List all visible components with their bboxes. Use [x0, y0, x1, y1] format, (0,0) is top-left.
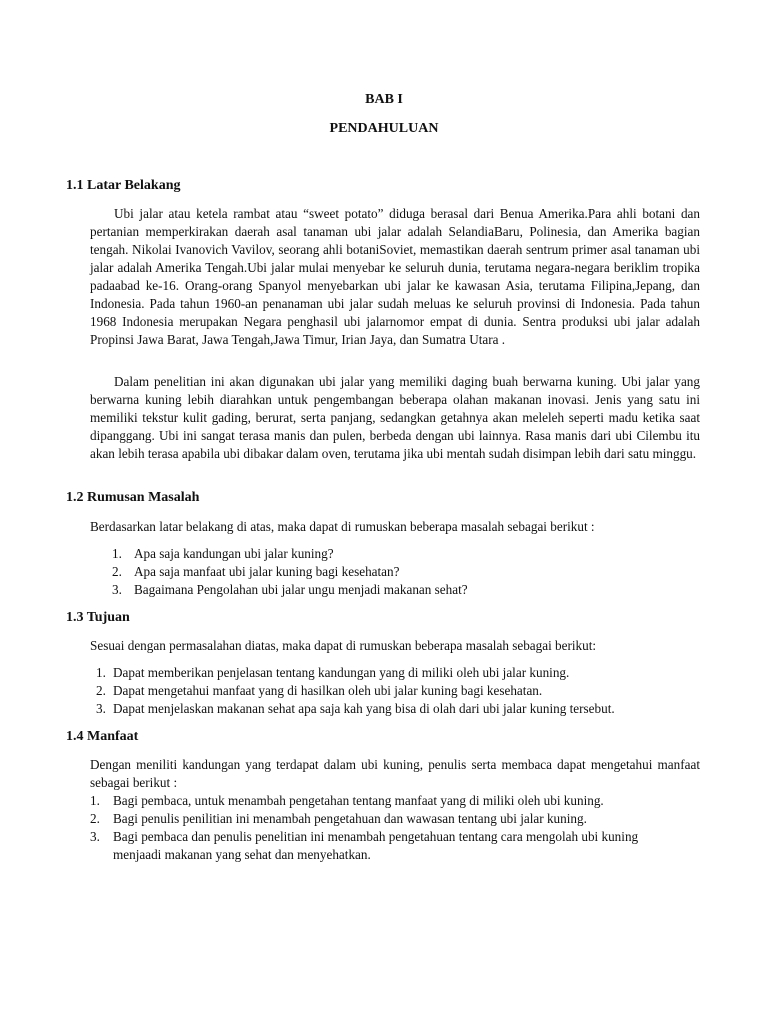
section-heading-latar-belakang: 1.1 Latar Belakang: [66, 178, 181, 193]
list-item: 3. Bagaimana Pengolahan ubi jalar ungu menjadi makanan sehat?: [112, 582, 468, 597]
list-item: 3. Bagi pembaca dan penulis penelitian ini menambah pengetahuan tentang cara mengolah ubi kuning menjaadi makanan yang sehat dan menyehatkan.: [90, 829, 639, 862]
list-item: 2. Bagi penulis penilitian ini menambah pengetahuan dan wawasan tentang ubi jalar kuning.: [90, 811, 587, 826]
list-item: 2. Dapat mengetahui manfaat yang di hasilkan oleh ubi jalar kuning bagi kesehatan.: [96, 683, 543, 698]
chapter-title: PENDAHULUAN: [329, 121, 439, 136]
section-heading-tujuan: 1.3 Tujuan: [66, 610, 130, 625]
list-item: 1. Apa saja kandungan ubi jalar kuning?: [112, 546, 334, 561]
list-item: 2. Apa saja manfaat ubi jalar kuning bagi kesehatan?: [112, 564, 400, 579]
list-item: 1. Dapat memberikan penjelasan tentang kandungan yang di miliki oleh ubi jalar kuning.: [96, 665, 570, 680]
chapter-number: BAB I: [365, 92, 403, 107]
tujuan-list: [96, 664, 686, 718]
paragraph-latar-belakang-2: Dalam penelitian ini akan digunakan ubi jalar yang memiliki daging buah berwarna kuning. Ubi jalar yang berwarna kuning lebih diarahkan untuk pengembangan beberapa olahan makanan inovasi. Jenis yang satu ini memiliki tekstur kulit gading, berurat, serta panjang, sedangkan getahnya akan meleleh seperti madu ketika saat dipanggang. Ubi ini sangat terasa manis dan pulen, berbeda dengan ubi lainnya. Rasa manis dari ubi Cilembu itu akan lebih terasa apabila ubi dibakar dalam oven, terutama jika ubi mentah sudah disimpan lebih dari satu minggu.: [90, 374, 700, 461]
paragraph-rumusan-intro: Berdasarkan latar belakang di atas, maka dapat di rumuskan beberapa masalah sebagai berikut :: [90, 519, 595, 534]
list-item: 1. Bagi pembaca, untuk menambah pengetahan tentang manfaat yang di miliki oleh ubi kuning.: [90, 793, 604, 808]
paragraph-tujuan-intro: Sesuai dengan permasalahan diatas, maka dapat di rumuskan beberapa masalah sebagai berikut:: [90, 638, 597, 653]
section-heading-rumusan-masalah: 1.2 Rumusan Masalah: [66, 490, 200, 505]
paragraph-latar-belakang-1: Ubi jalar atau ketela rambat atau “sweet potato” diduga berasal dari Benua Amerika.Para ahli botani dan pertanian memperkirakan daerah asal tanaman ubi jalar adalah SelandiaBaru, Polinesia, dan Amerika bagian tengah. Nikolai Ivanovich Vavilov, seorang ahli botaniSoviet, memastikan daerah sentrum primer asal tanaman ubi jalar adalah Amerika Tengah.Ubi jalar mulai menyebar ke seluruh dunia, terutama negara-negara beriklim tropika padaabad ke-16. Orang-orang Spanyol menyebarkan ubi jalar ke kawasan Asia, terutama Filipina,Jepang, dan Indonesia. Pada tahun 1960-an penanaman ubi jalar sudah meluas ke seluruh provinsi di Indonesia. Pada tahun 1968 Indonesia merupakan Negara penghasil ubi jalarnomor empat di dunia. Sentra produksi ubi jalar adalah Propinsi Jawa Barat, Jawa Tengah,Jawa Timur, Irian Jaya, dan Sumatra Utara .: [90, 206, 700, 347]
list-item: 3. Dapat menjelaskan makanan sehat apa saja kah yang bisa di olah dari ubi jalar kuning tersebut.: [96, 701, 615, 716]
rumusan-masalah-list: [112, 545, 672, 599]
manfaat-list: [90, 792, 680, 864]
paragraph-manfaat-intro: Dengan meniliti kandungan yang terdapat dalam ubi kuning, penulis serta membaca dapat mengetahui manfaat sebagai berikut :: [90, 757, 700, 790]
section-heading-manfaat: 1.4 Manfaat: [66, 729, 139, 744]
